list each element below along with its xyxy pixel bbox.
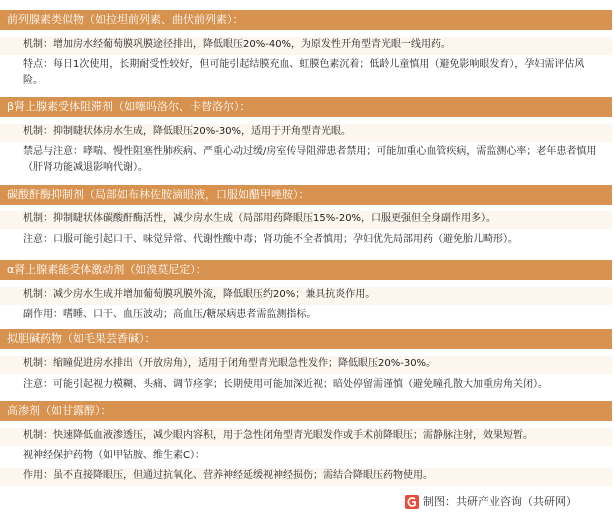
section-row: 注意：口服可能引起口干、味觉异常、代谢性酸中毒；肾功能不全者慎用；孕妇优先局部用药（避免胎儿畸形）。: [0, 232, 612, 250]
section-row: 机制：抑制睫状体房水生成，降低眼压20%-30%，适用于开角型青光眼。: [0, 124, 612, 142]
brand-logo-icon: [405, 495, 419, 509]
section-row: 视神经保护药物（如甲钴胺、维生素C）：: [0, 448, 612, 466]
section-header-beta-blocker: β肾上腺素受体阻滞剂（如噻吗洛尔、卡替洛尔）：: [0, 97, 612, 117]
section-row: 机制：减少房水生成并增加葡萄膜巩膜外流，降低眼压约20%；兼具抗炎作用。: [0, 287, 612, 305]
section-row: 机制：缩瞳促进房水排出（开放房角），适用于闭角型青光眼急性发作；降低眼压20%-30%。: [0, 356, 612, 374]
section-header-carbonic-anhydrase: 碳酸酐酶抑制剂（局部如布林佐胺滴眼液，口服如醋甲唑胺）：: [0, 185, 612, 205]
section-header-cholinergic: 拟胆碱药物（如毛果芸香碱）：: [0, 329, 612, 349]
section-header-prostaglandin: 前列腺素类似物（如拉坦前列素、曲伏前列素）：: [0, 10, 612, 30]
section-row: 副作用：嗜睡、口干、血压波动；高血压/糖尿病患者需监测指标。: [0, 307, 612, 325]
section-row: 机制：快速降低血液渗透压，减少眼内容积，用于急性闭角型青光眼发作或手术前降眼压；需静脉注射，效果短暂。: [0, 428, 612, 446]
section-header-alpha-agonist: α肾上腺素能受体激动剂（如溴莫尼定）：: [0, 260, 612, 280]
section-row: 作用：虽不直接降眼压，但通过抗氧化、营养神经延缓视神经损伤；需结合降眼压药物使用。: [0, 468, 612, 486]
section-row: 机制：抑制睫状体碳酸酐酶活性，减少房水生成（局部用药降眼压15%-20%，口服更强但全身副作用多）。: [0, 211, 612, 229]
section-header-hyperosmotic: 高渗剂（如甘露醇）：: [0, 401, 612, 421]
section-row: 机制：增加房水经葡萄膜巩膜途径排出，降低眼压20%-40%，为原发性开角型青光眼一线用药。: [0, 37, 612, 55]
section-row: 禁忌与注意：哮喘、慢性阻塞性肺疾病、严重心动过缓/房室传导阻滞患者禁用；可能加重心血管疾病，需监测心率；老年患者慎用（肝肾功能减退影响代谢）。: [0, 144, 612, 178]
section-row: 注意：可能引起视力模糊、头痛、调节痉挛；长期使用可能加深近视；暗处停留需谨慎（避免瞳孔散大加重房角关闭）。: [0, 377, 612, 395]
footer-credit: 制图：共研产业咨询（共研网）: [423, 495, 577, 508]
section-row: 特点：每日1次使用，长期耐受性较好，但可能引起结膜充血、虹膜色素沉着；低龄儿童慎用（避免影响眼发育），孕妇需评估风险。: [0, 57, 612, 91]
